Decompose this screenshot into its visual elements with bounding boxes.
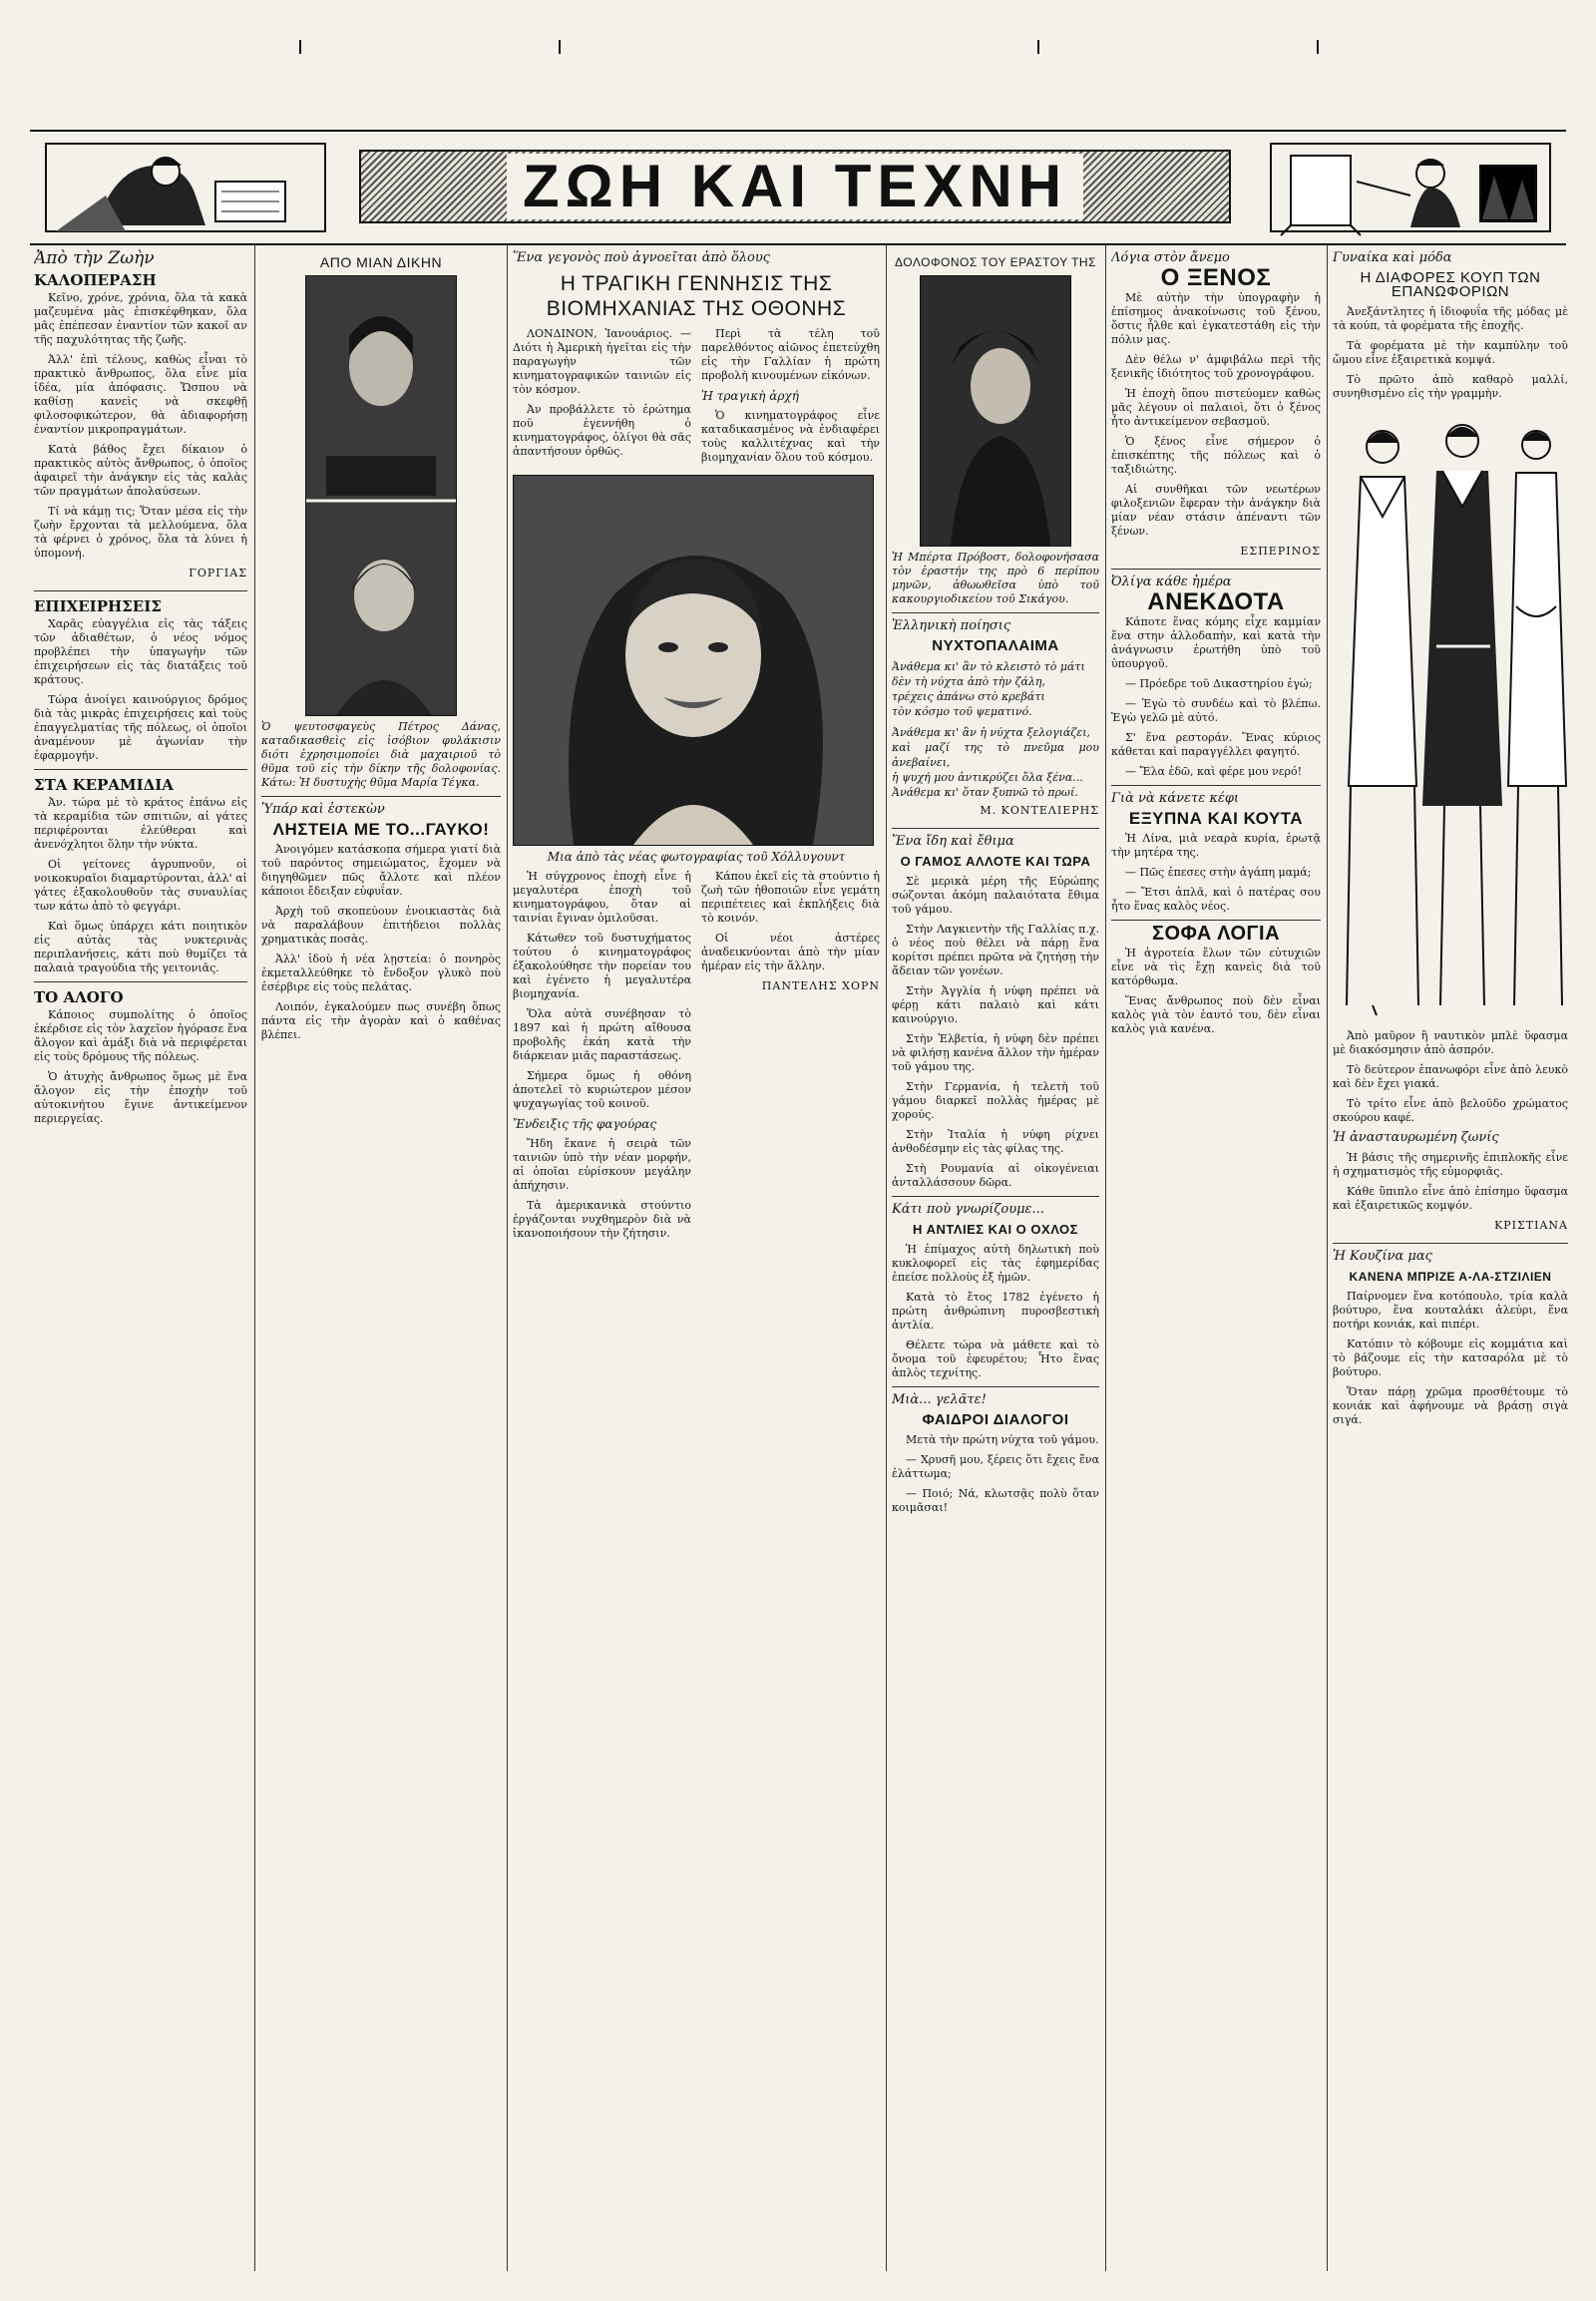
column-fashion <box>1333 249 1568 2254</box>
paragraph: Λοιπόν, ἐγκαλούμεν πως συνέβη ὅπως πάντα εἰς τὴν ἀγορὰν καὶ ὁ καθένας βλέπει. <box>261 1000 501 1041</box>
paragraph: Κάποτε ἕνας κόμης εἶχε καμμίαν ἕνα στην ἀλλοδαπὴν, καὶ κατὰ τὴν ἀνάγνωσιν ἐρωτήθη ὑπὸ τοῦ ὑπουργοῦ. <box>1111 615 1321 670</box>
poem-line: ἡ ψυχή μου ἀντικρύζει ὅλα ξένα... <box>892 771 1083 784</box>
divider <box>261 796 501 797</box>
paragraph: Στὴν Ἀγγλία ἡ νύφη πρέπει νὰ φέρῃ κάτι παλαιὸ καὶ κάτι καινούργιο. <box>892 984 1099 1025</box>
paragraph: — Χρυσῆ μου, ξέρεις ὅτι ἔχεις ἕνα ἐλάττωμα; <box>892 1453 1099 1480</box>
article-body <box>892 1433 1099 1515</box>
paragraph: — Πῶς ἐπεσες στὴν ἀγάπη μαμά; <box>1125 866 1312 879</box>
article-body <box>892 875 1099 1190</box>
crop-mark <box>299 40 301 54</box>
paragraph: Ἀρχὴ τοῦ σκοπεύουν ἐνοικιαστὰς διὰ νὰ παραλάβουν ἐπιτήδειοι πολλὰς χρηματικὰς ποσὰς. <box>261 905 501 946</box>
paragraph: Ἡ βάσις τῆς σημερινῆς ἐπιπλοκῆς εἶνε ἡ σχηματισμὸς τῆς εὐμορφιᾶς. <box>1333 1151 1568 1178</box>
column-murder <box>892 249 1099 2254</box>
paragraph: Ἡ Λίνα, μιὰ νεαρὰ κυρία, ἐρωτᾷ τὴν μητέρα της. <box>1111 832 1321 859</box>
paragraph: — Ἔλα ἐδῶ, καὶ φέρε μου νερό! <box>1125 765 1302 778</box>
paragraph: Ὁ ξένος εἶνε σήμερον ὁ ἐπισκέπτης τῆς πόλεως καὶ ὁ ταξιδιώτης. <box>1111 435 1321 476</box>
column-trial <box>261 249 501 2254</box>
article-body <box>1111 947 1321 1036</box>
article-columns <box>513 870 880 1247</box>
paragraph: Κεῖνο, χρόνε, χρόνια, ὅλα τὰ κακὰ μαζευμένα μὰς ἐπισκέφθηκαν, ὅλα μᾶς ἐπέπεσαν ἐναντίον τῶν κακοῖ αν τῆς παχυλότητας τῆς ζωῆς. <box>34 291 247 346</box>
paragraph: Τὸ δεύτερον ἐπανωφόρι εἶνε ἀπὸ λευκὸ καὶ δὲν ἔχει γιακά. <box>1333 1063 1568 1090</box>
article-heading: Ο ΞΕΝΟΣ <box>1160 264 1272 291</box>
article-heading: ΣΟΦΑ ΛΟΓΙΑ <box>1151 923 1281 945</box>
portrait-photo <box>920 275 1071 547</box>
poem-title: ΝΥΧΤΟΠΑΛΑΙΜΑ <box>932 637 1059 654</box>
poem-line: δὲν τὴ νύχτα ἀπὸ τὴν ζάλη, <box>892 675 1046 688</box>
article-heading: Η ΤΡΑΓΙΚΗ ΓΕΝΝΗΣΙΣ ΤΗΣ ΒΙΟΜΗΧΑΝΙΑΣ ΤΗΣ ΟΘΟΝΗΣ <box>546 272 847 320</box>
paragraph: Τὰ ἀμερικανικὰ στούντιο ἐργάζονται νυχθημερὸν διὰ νὰ ἱκανοποιήσουν τὴν ζήτησιν. <box>513 1199 691 1240</box>
photo-caption: Ὁ ψευτοσφαγεὺς Πέτρος Δάνας, καταδικασθεὶς εἰς ἰσόβιον φυλάκισιν διότι ἐχρησιμοποίει διὰ μαχαιριοῦ τὸ θῦμα τοῦ εἰς τὴν δίκην τῆς δολοφονίας. Κάτω: Ἡ δυστυχὴς θῦμα Μαρία Τέγκα. <box>261 720 501 789</box>
article-heading: ΦΑΙΔΡΟΙ ΔΙΑΛΟΓΟΙ <box>922 1411 1069 1428</box>
paragraph: Δὲν θέλω ν' ἀμφιβάλω περὶ τῆς ξενικῆς ἰδιότητος τοῦ χρονογράφου. <box>1111 353 1321 380</box>
paragraph: Οἱ νέοι ἀστέρες ἀναδεικνύονται ἀπὸ τὴν μίαν ἡμέραν εἰς τὴν ἄλλην. <box>701 932 880 972</box>
section-label: Ἕνα ἴδη καὶ ἔθιμα <box>892 834 1014 849</box>
paragraph: Στὴν Ἰταλία ἡ νύφη ρίχνει ἀνθοδέσμην εἰς τὰς φίλας της. <box>892 1128 1099 1155</box>
paragraph: Τὸ τρίτο εἶνε ἀπὸ βελοῦδο χρώματος σκούρου καφέ. <box>1333 1097 1568 1124</box>
divider <box>34 981 247 982</box>
paragraph: Ὁ κινηματογράφος εἶνε καταδικασμένος νὰ ἐνδιαφέρει τοὺς καλλιτέχνας καὶ τὴν βιομηχανίαν ὅλου τοῦ κόσμου. <box>701 409 880 464</box>
divider <box>892 1196 1099 1197</box>
article-heading: ΕΠΙΧΕΙΡΗΣΕΙΣ <box>34 597 162 615</box>
divider <box>34 590 247 591</box>
paragraph: Περὶ τὰ τέλη τοῦ παρελθόντος αἰῶνος ἐπετεύχθη εἰς τὴν Γαλλίαν ἡ πρώτη προβολὴ κινουμένων εἰκόνων. <box>701 327 880 382</box>
paragraph: Τώρα ἀνοίγει καινούργιος δρόμος διὰ τὰς μικρὰς ἐπιχειρήσεις καὶ τοὺς ἐπαγγελματίας τῆς πόλεως, οἱ ὁποῖοι ἀναμένουν μὲ ἀγωνίαν τὴν ἐφαρμογήν. <box>34 693 247 762</box>
article-heading: ΕΞΥΠΝΑ ΚΑΙ ΚΟΥΤΑ <box>1128 809 1304 828</box>
paragraph: — Ποιό; Νά, κλωτσᾷς πολὺ ὅταν κοιμᾶσαι! <box>892 1487 1099 1514</box>
divider <box>1111 569 1321 570</box>
article-body <box>1333 1151 1568 1213</box>
paragraph: Χαρᾶς εὐαγγέλια εἰς τὰς τάξεις τῶν ἀδιαθέτων, ὁ νέος νόμος προβλέπει τὴν ὑπαγωγὴν τῶν ἐπιχειρήσεων εἰς τὰς διατάξεις τοῦ κράτους. <box>34 617 247 686</box>
masthead-title-text: ΖΩΗ ΚΑΙ ΤΕΧΝΗ <box>507 154 1083 219</box>
article-body <box>1111 832 1321 914</box>
poem-line: Ἀνάθεμα κι' ἂν ἡ νύχτα ξελογιάζει, <box>892 726 1090 739</box>
poem-body <box>892 659 1099 800</box>
paragraph: Θέλετε τώρα νὰ μάθετε καὶ τὸ ὄνομα τοῦ ἐφευρέτου; Ἦτο ἕνας ἀπλὸς τεχνίτης. <box>892 1339 1099 1379</box>
byline: Μ. ΚΟΝΤΕΛΙΕΡΗΣ <box>980 804 1099 817</box>
paragraph: Τί νὰ κάμῃ τις; Ὅταν μέσα εἰς τὴν ζωὴν ἔρχονται τὰ μελλούμενα, ὅλα τὰ φέρνει ὁ χρόνος, ὅλα τὰ λύνει ἡ ὑπομονή. <box>34 505 247 560</box>
section-label: Λόγια στὸν ἄνεμο <box>1111 250 1230 265</box>
section-label: Γυναίκα καὶ μόδα <box>1333 250 1452 265</box>
section-label: Ἡ ἀνασταυρωμένη ζωνίς <box>1333 1130 1499 1145</box>
paragraph: ΛΟΝΔΙΝΟΝ, Ἰανουάριος. — Διότι ἡ Ἀμερικὴ ἠγεῖται εἰς τὴν παραγωγὴν τῶν κινηματογραφικῶν ταινιῶν εἰς τὸν κόσμον. <box>513 327 691 396</box>
byline: ΠΑΝΤΕΛΗΣ ΧΟΡΝ <box>761 979 880 992</box>
paragraph: Ἤδη ἔκανε ἡ σειρὰ τῶν ταινιῶν ὑπὸ τὴν νέαν μορφήν, αἱ ὁποῖαι εὐρίσκουν μεγάλην ἀπήχησιν. <box>513 1137 691 1192</box>
divider <box>1111 920 1321 921</box>
masthead <box>30 130 1566 245</box>
divider <box>892 612 1099 613</box>
paragraph: — Ἐγὼ τὸ συνδέω καὶ τὸ βλέπω. Ἐγὼ γελῶ μὲ αὐτό. <box>1111 697 1321 724</box>
paragraph: Στὴν Γερμανία, ἡ τελετὴ τοῦ γάμου διαρκεῖ πολλὰς ἡμέρας μὲ χορούς. <box>892 1080 1099 1121</box>
paragraph: Κάπου ἐκεῖ εἰς τὰ στούντιο ἡ ζωὴ τῶν ἠθοποιῶν εἶνε γεμάτη περιπέτειες καὶ ἐκπλήξεις διὰ τὸ κοινόν. <box>701 870 880 925</box>
article-body <box>513 327 691 471</box>
paragraph: Σ' ἕνα ρεστοράν. Ἕνας κύριος κάθεται καὶ παραγγέλλει φαγητό. <box>1111 731 1321 758</box>
paragraph: Τὰ φορέματα μὲ τὴν καμπύλην τοῦ ὤμου εἶνε ἐξαιρετικὰ κομψά. <box>1333 339 1568 366</box>
paragraph: Ἀν. τώρα μὲ τὸ κράτος ἐπάνω εἰς τὰ κεραμίδια τῶν σπιτιῶν, αἱ γάτες περιφέρονται ἐλεύθεραι καὶ ἀνενόχλητοι ὅλην τὴν νύκτα. <box>34 796 247 851</box>
section-label: ΑΠΟ ΜΙΑΝ ΔΙΚΗΝ <box>319 254 443 270</box>
article-body <box>1111 291 1321 539</box>
fashion-illustration <box>1333 407 1568 1025</box>
article-heading: Η ΑΝΤΛΙΕΣ ΚΑΙ Ο ΟΧΛΟΣ <box>913 1222 1078 1237</box>
paragraph: Σήμερα ὅμως ἡ οθόνη ἀποτελεῖ τὸ κυριώτερον μέσον ψυχαγωγίας τοῦ κοινοῦ. <box>513 1069 691 1110</box>
section-label: Μιὰ... γελᾶτε! <box>892 1392 987 1407</box>
paragraph: Στὴν Ἑλβετία, ἡ νύφη δὲν πρέπει νὰ φιλήσῃ κανένα ἄλλον τὴν ἡμέραν τοῦ γάμου της. <box>892 1032 1099 1073</box>
section-label: Ἕνα γεγονὸς ποὺ ἀγνοεῖται ἀπὸ ὅλους <box>513 250 771 265</box>
byline: ΓΟΡΓΙΑΣ <box>189 567 247 579</box>
actress-photo <box>513 475 874 846</box>
masthead-title <box>359 150 1231 223</box>
paragraph: Ἡ σύγχρονος ἐποχὴ εἶνε ἡ μεγαλυτέρα ἐποχὴ τοῦ κινηματογράφου, ὅταν αἱ ταινίαι ἔγιναν ὁμιλοῦσαι. <box>513 870 691 925</box>
paragraph: Ὅταν πάρῃ χρῶμα προσθέτουμε τὸ κονιάκ καὶ ἀφήνουμε νὰ βράσῃ σιγὰ σιγά. <box>1333 1385 1568 1426</box>
paragraph: Σὲ μερικὰ μέρη τῆς Εὐρώπης σώζονται ἀκόμη παλαιότατα ἔθιμα τοῦ γάμου. <box>892 875 1099 916</box>
paragraph: Ἀπὸ μαῦρον ἢ ναυτικὸν μπλὲ ὕφασμα μὲ διακόσμησιν ἀπὸ ἀσπρόν. <box>1333 1029 1568 1056</box>
column-life <box>34 249 247 2254</box>
section-label: Ἡ τραγικὴ ἀρχή <box>701 389 799 403</box>
article-body <box>1111 615 1321 779</box>
divider <box>1111 785 1321 786</box>
paragraph: Κάθε ὕπιπλο εἶνε ἀπὸ ἐπίσημο ὕφασμα καὶ ἐξαιρετικῶς κομψόν. <box>1333 1185 1568 1212</box>
paragraph: Μὲ αὐτὴν τὴν ὑπογραφὴν ἡ ἐπίσημος ἀνακοίνωσις τοῦ ξένου, ὅστις ἦλθε καὶ ἐγκατεστάθη εἰς τὴν πόλιν μας. <box>1111 291 1321 346</box>
poem-line: τὸν κόσμο τοῦ ψεματινό. <box>892 705 1032 718</box>
crop-mark <box>1317 40 1319 54</box>
article-body <box>34 796 247 975</box>
column-rule <box>1105 244 1106 2271</box>
article-body <box>34 1008 247 1126</box>
section-label: Ἑλληνικὴ ποίησις <box>892 618 1011 633</box>
column-rule <box>886 244 887 2271</box>
article-body <box>1333 305 1568 401</box>
article-body <box>701 327 880 471</box>
article-body <box>34 291 247 561</box>
divider <box>34 769 247 770</box>
poem-line: τρέχεις ἀπάνω στὸ κρεβάτι <box>892 690 1045 703</box>
paragraph: — Πρόεδρε τοῦ Δικαστηρίου ἐγώ; <box>1125 677 1313 690</box>
paragraph: Ἀνεξάντλητες ἡ ἰδιοφυΐα τῆς μόδας μὲ τὰ κούπ, τὰ φορέματα τῆς ἐποχῆς. <box>1333 305 1568 332</box>
paragraph: Κατὰ βάθος ἔχει δίκαιον ὁ πρακτικὸς αὐτὸς ἄνθρωπος, ὁ ὁποῖος ἀφαιρεῖ τὴν ἀνάγκην εἰς τὰς καλὰς τῶν πραγμάτων ἀπολαύσεων. <box>34 443 247 498</box>
column-rule <box>254 244 255 2271</box>
paragraph: Ἡ ἐπίμαχος αὐτὴ δηλωτικὴ ποὺ κυκλοφορεῖ εἰς τὰς ἐφημερίδας ἐπείσε πολλοὺς ἐξ ἡμῶν. <box>892 1243 1099 1284</box>
article-heading: ΑΝΕΚΔΟΤΑ <box>1147 588 1285 615</box>
section-label: Ἀπὸ τὴν Ζωὴν <box>34 249 155 268</box>
poem-line: Ἀνάθεμα κι' ὅταν ξυπνῶ τὸ πρωί. <box>892 786 1078 799</box>
article-heading: Η ΔΙΑΦΟΡΕΣ ΚΟΥΠ ΤΩΝ ΕΠΑΝΩΦΟΡΙΩΝ <box>1360 269 1541 300</box>
column-rule <box>1327 244 1328 2271</box>
article-heading: ΛΗΣΤΕΙΑ ΜΕ ΤΟ...ΓΑΥΚΟ! <box>272 820 490 839</box>
article-body <box>701 870 880 1247</box>
divider <box>892 828 1099 829</box>
reader-woman-illustration <box>36 136 335 239</box>
defendant-photo <box>305 275 457 716</box>
article-body <box>513 870 691 1247</box>
paragraph: Ὁ ἀτυχὴς ἄνθρωπος ὅμως μὲ ἕνα ἄλογον εἰς τὴν ἐποχὴν τοῦ αὐτοκινήτου ἔγινε ἀντικείμενον περιεργείας. <box>34 1070 247 1125</box>
paragraph: Ἀν προβάλλετε τὸ ἐρώτημα ποῦ ἐγεννήθη ὁ κινηματογράφος, ὁλίγοι θὰ σᾶς ἀπαντήσουν ὀρθῶς. <box>513 403 691 458</box>
section-label: ΔΟΛΟΦΟΝΟΣ ΤΟΥ ΕΡΑΣΤΟΥ ΤΗΣ <box>894 255 1097 269</box>
paragraph: Ἀνοιγόμεν κατάσκοπα σήμερα γιατί διὰ τοῦ παρόντος σημειώματος, ἔχομεν νὰ διηγηθῶμεν πῶς ἄλλοτε καὶ πλέον κάποιοι ἔδειξαν εὐφυΐαν. <box>261 843 501 898</box>
photo-caption: Ἡ Μπέρτα Πρόβοστ, δολοφονήσασα τὸν ἐραστήν της πρὸ 6 περίπου μηνῶν, ἀθωωθεῖσα ὑπὸ τοῦ κακουργιοδικείου τοῦ Σικάγου. <box>892 551 1099 605</box>
byline: ΚΡΙΣΤΙΑΝΑ <box>1494 1219 1568 1232</box>
section-label: Ἔνδειξις τῆς φαγούρας <box>513 1117 657 1131</box>
photo-caption: Μια ἀπὸ τὰς νέας φωτογραφίας τοῦ Χόλλυγουντ <box>547 850 846 864</box>
column-stranger <box>1111 249 1321 2254</box>
paragraph: Παίρνομεν ἕνα κοτόπουλο, τρία καλὰ βούτυρο, ἕνα κουταλάκι ἀλεύρι, ἕνα ποτήρι κονιάκ, καὶ πιπέρι. <box>1333 1290 1568 1331</box>
paragraph: Στὴ Ρουμανία αἱ οἰκογένειαι ἀνταλλάσσουν δῶρα. <box>892 1162 1099 1189</box>
paragraph: — Ἔτσι ἀπλᾶ, καὶ ὁ πατέρας σου ἦτο ἕνας καλὸς νέος. <box>1111 886 1321 913</box>
paragraph: Στὴν Λαγκιεντὴν τῆς Γαλλίας π.χ. ὁ νέος ποὺ θέλει νὰ πάρῃ ἕνα κορίτσι πρέπει πρῶτα νὰ ζητήσῃ τὴν ἄδειαν τῶν γονέων. <box>892 923 1099 977</box>
paragraph: Οἱ γείτονες ἀγρυπνοῦν, οἱ νοικοκυραῖοι διαμαρτύρονται, ἀλλ' αἱ γάτες ἐξακολουθοῦν τὰς συναυλίας των κάτω ἀπὸ τὸ φεγγάρι. <box>34 858 247 913</box>
crop-mark <box>559 40 561 54</box>
poem-line: Ἀνάθεμα κι' ἂν τὸ κλειστὸ τὸ μάτι <box>892 660 1085 673</box>
column-cinema <box>513 249 880 2254</box>
article-columns <box>513 327 880 471</box>
paragraph: Ὅλα αὐτὰ συνέβησαν τὸ 1897 καὶ ἡ πρώτη αἴθουσα προβολῆς ἐκάη κατὰ τὴν διάρκειαν μιᾶς παραστάσεως. <box>513 1007 691 1062</box>
paragraph: Ἡ ἐποχὴ ὅπου πιστεύομεν καθὼς μᾶς λέγουν οἱ παλαιοὶ, ὅτι ὁ ξένος ἦτο ἀντικείμενον σεβασμοῦ. <box>1111 387 1321 428</box>
article-body <box>34 617 247 763</box>
paragraph: Αἱ συνθῆκαι τῶν νεωτέρων φιλοξενιῶν ἔφεραν τὴν ἀνάγκην διὰ μίαν νέαν στάσιν ἀπέναντι τῶν ξένων. <box>1111 483 1321 538</box>
article-body <box>1333 1029 1568 1125</box>
paragraph: Κάποιος συμπολίτης ὁ ὁποῖος ἐκέρδισε εἰς τὸν λαχεῖον ἠγόρασε ἕνα ἄλογον καὶ ἀμάξι διὰ νὰ περιφέρεται εἰς τοὺς δρόμους τῆς πόλεως. <box>34 1008 247 1063</box>
section-label: Κάτι ποὺ γνωρίζουμε... <box>892 1202 1044 1217</box>
paragraph: Κάτωθεν τοῦ δυστυχήματος τούτου ὁ κινηματογράφος ἐξακολούθησε τὴν πορείαν του καὶ ἐγένετο ἡ μεγαλυτέρα βιομηχανία. <box>513 932 691 1000</box>
paragraph: Κατὰ τὸ ἔτος 1782 ἐγένετο ἡ πρώτη ἀνθρώπινη πυροσβεστικὴ ἀντλία. <box>892 1291 1099 1332</box>
article-body <box>261 843 501 1042</box>
section-label: Γιὰ νὰ κάνετε κέφι <box>1111 791 1240 806</box>
divider <box>892 1386 1099 1387</box>
article-body <box>1333 1290 1568 1427</box>
paragraph: Κατόπιν τὸ κόβουμε εἰς κομμάτια καὶ τὸ βάζουμε εἰς τὴν κατσαρόλα μὲ τὸ βούτυρο. <box>1333 1338 1568 1378</box>
article-heading: ΣΤΑ ΚΕΡΑΜΙΔΙΑ <box>34 776 174 794</box>
paragraph: Ἕνας ἄνθρωπος ποὺ δὲν εἶναι καλὸς γιὰ τὸν ἑαυτό του, δὲν εἶναι καλὸς γιὰ κανένα. <box>1111 994 1321 1035</box>
section-label: Ἡ Κουζίνα μας <box>1333 1249 1432 1264</box>
column-rule <box>507 244 508 2271</box>
divider <box>1333 1243 1568 1244</box>
article-heading: ΤΟ ΑΛΟΓΟ <box>34 988 124 1006</box>
paragraph: Μετὰ τὴν πρώτη νύχτα τοῦ γάμου. <box>906 1433 1099 1446</box>
article-body <box>892 1243 1099 1380</box>
article-heading: Ο ΓΑΜΟΣ ΑΛΛΟΤΕ ΚΑΙ ΤΩΡΑ <box>900 854 1091 869</box>
paragraph: Τὸ πρῶτο ἀπὸ καθαρὸ μαλλί, συνηθισμένο εἰς τὴν γραμμὴν. <box>1333 373 1568 400</box>
paragraph: Ἀλλ' ἐπὶ τέλους, καθὼς εἶναι τὸ πρακτικὸ ἄνθρωπος, ὅλα εἶνε μία ἰδέα, μία ἀπόφασις. Ὥσπου νὰ καθίσῃ κανεὶς νὰ σκεφθῇ φιλοσοφικώτερον, θὰ ἀδιαφορήσῃ ἐναντίον μικροπραγμάτων. <box>34 353 247 436</box>
paragraph: Καὶ ὅμως ὑπάρχει κάτι ποιητικὸν εἰς αὐτὰς τὰς νυκτερινὰς περιπλανήσεις, κάτι ποὺ θυμίζει τὰ παλαιὰ τραγούδια τῆς γειτονιᾶς. <box>34 920 247 974</box>
paragraph: Ἡ ἀγροτεία ἔλων τῶν εὐτυχιῶν εἶνε νὰ τὶς ἔχῃ κανεὶς διὰ τοῦ κατόρθωμα. <box>1111 947 1321 987</box>
poem-line: καὶ μαζί της τὸ πνεῦμα μου ἀνεβαίνει, <box>892 741 1099 769</box>
artist-woman-illustration <box>1261 136 1560 239</box>
section-label: Ὑπάρ καὶ ἐστεκὼν <box>261 802 385 817</box>
article-heading: ΚΑΛΟΠΕΡΑΣΗ <box>34 271 157 289</box>
paragraph: Ἀλλ' ἰδοὺ ἡ νέα λῃστεία: ὁ πονηρὸς ἐκμεταλλεύθηκε τὸ ἔνδοξον γλυκὸ ποὺ ἐσέρβιρε εἰς τοὺς πελάτας. <box>261 953 501 993</box>
crop-mark <box>1037 40 1039 54</box>
article-heading: ΚΑΝΕΝΑ ΜΠΡΙΖΕ Α-ΛΑ-ΣΤΖΙΛΙΕΝ <box>1349 1270 1552 1284</box>
section-label: Ὀλίγα κάθε ἡμέρα <box>1111 575 1232 589</box>
byline: ΕΣΠΕΡΙΝΟΣ <box>1240 545 1321 558</box>
